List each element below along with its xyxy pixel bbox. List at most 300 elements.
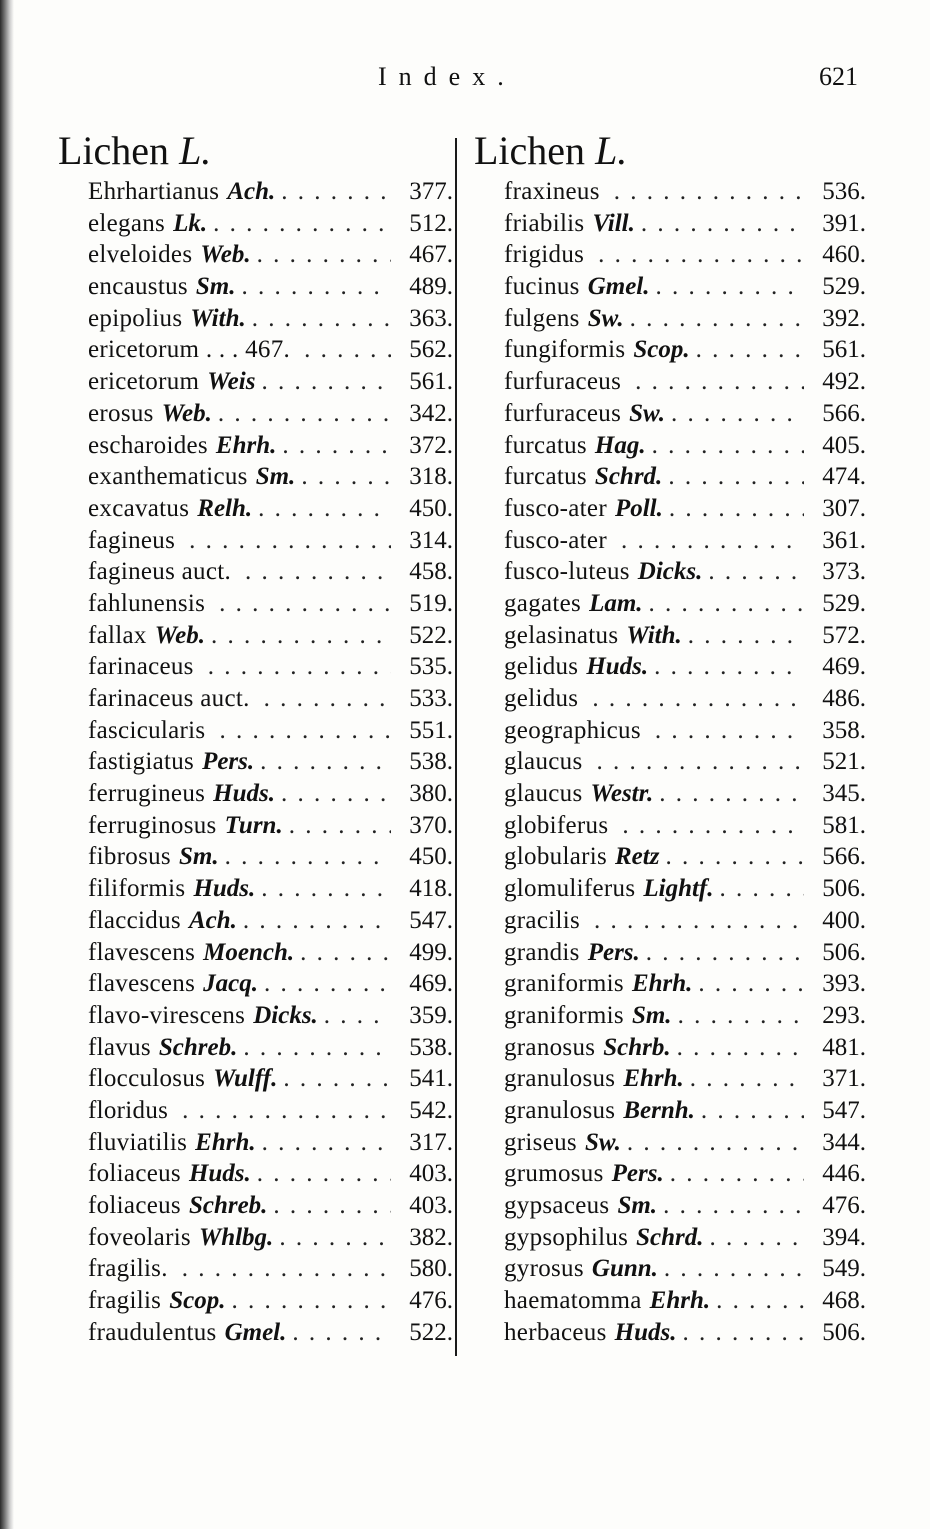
dot-leader <box>219 715 391 747</box>
entry-page-ref: 506. <box>822 938 866 966</box>
index-entry <box>474 1317 866 1349</box>
index-entry <box>474 1190 866 1222</box>
entry-authority: Jacq. <box>203 970 258 998</box>
dot-leader <box>257 239 391 271</box>
entry-species-name: griseus <box>504 1128 577 1156</box>
entry-species-name: glaucus <box>504 748 583 776</box>
entry-authority: Turn. <box>224 811 283 839</box>
index-entry <box>474 239 866 271</box>
entry-page-ref: 372. <box>409 431 453 459</box>
index-entry <box>474 810 866 842</box>
entry-authority: Ehrh. <box>195 1128 256 1156</box>
entry-page-ref: 342. <box>409 399 453 427</box>
entry-species-name: fragilis <box>88 1287 162 1315</box>
entry-species-name: furfuraceus <box>504 368 622 396</box>
entry-species-name: grumosus <box>504 1160 604 1188</box>
entry-species-name: furfuraceus <box>504 399 622 427</box>
entry-species-name: foliaceus <box>88 1192 181 1219</box>
entry-authority: Retz <box>615 843 660 871</box>
index-entry <box>474 461 866 493</box>
entry-species-name: fraxineus <box>504 178 600 205</box>
entry-page-ref: 363. <box>409 304 453 332</box>
dot-leader <box>208 651 391 683</box>
page-number: 621 <box>819 62 858 91</box>
dot-leader <box>211 620 391 652</box>
index-entry <box>474 1095 866 1127</box>
dot-leader <box>635 366 804 398</box>
index-entry <box>58 715 453 747</box>
entry-species-name: escharoides <box>88 431 208 459</box>
entry-page-ref: 377. <box>409 178 453 205</box>
entry-page-ref: 474. <box>822 463 866 491</box>
entry-page-ref: 393. <box>822 970 866 998</box>
entry-species-name: glaucus <box>504 780 583 808</box>
entry-page-ref: 561. <box>822 336 866 364</box>
entry-page-ref: 446. <box>822 1160 866 1188</box>
running-head <box>0 62 930 102</box>
entry-authority: Hag. <box>594 431 646 459</box>
dot-leader <box>710 1222 804 1254</box>
dot-leader <box>261 873 391 905</box>
dot-leader <box>182 1253 391 1285</box>
entry-page-ref: 371. <box>822 1065 866 1093</box>
entry-page-ref: 547. <box>822 1096 866 1124</box>
dot-leader <box>300 937 391 969</box>
index-entry <box>474 398 866 430</box>
index-entry <box>474 271 866 303</box>
entry-species-name: fastigiatus <box>88 748 195 776</box>
entry-page-ref: 512. <box>409 209 453 237</box>
entry-page-ref: 450. <box>409 494 453 522</box>
index-entry <box>58 968 453 1000</box>
entry-species-name: fusco-ater <box>504 494 607 522</box>
index-entry <box>474 905 866 937</box>
entry-species-name: elveloides <box>88 241 193 269</box>
entry-authority: Weis <box>207 368 256 396</box>
entry-species-name: gypsophilus <box>504 1223 629 1251</box>
entry-authority: Sm. <box>195 273 236 301</box>
entry-authority: Ach. <box>227 178 276 205</box>
dot-leader <box>245 556 391 588</box>
entry-authority: Sm. <box>178 843 219 871</box>
entry-species-name: flaccidus <box>88 906 181 934</box>
index-entry <box>474 430 866 462</box>
entry-authority: Huds. <box>213 780 275 808</box>
entry-authority: With. <box>190 304 246 332</box>
dot-leader <box>225 841 391 873</box>
dot-leader <box>656 271 805 303</box>
entry-species-name: fucinus <box>504 273 580 301</box>
dot-leader <box>289 810 391 842</box>
entry-species-name: fagineus <box>88 526 176 554</box>
entry-page-ref: 359. <box>409 1001 453 1029</box>
entry-page-ref: 489. <box>409 273 453 301</box>
entry-species-name: foveolaris <box>88 1223 191 1251</box>
entry-page-ref: 566. <box>822 399 866 427</box>
index-entry <box>58 1063 453 1095</box>
dot-leader <box>324 1000 391 1032</box>
entry-species-name: frigidus <box>504 241 585 269</box>
dot-leader <box>594 905 804 937</box>
entry-species-name: herbaceus <box>504 1318 607 1346</box>
dot-leader <box>627 1127 804 1159</box>
index-entry <box>58 493 453 525</box>
dot-leader <box>273 1190 391 1222</box>
dot-leader <box>682 1317 804 1349</box>
index-entry <box>58 239 453 271</box>
entry-page-ref: 403. <box>409 1192 453 1219</box>
index-entry <box>474 1222 866 1254</box>
entry-authority: Ehrh. <box>631 970 693 998</box>
genus-name: Lichen <box>58 128 170 173</box>
index-entry <box>474 778 866 810</box>
entry-authority: Lightf. <box>643 875 714 903</box>
entry-page-ref: 405. <box>822 431 866 459</box>
index-entry <box>58 810 453 842</box>
entry-page-ref: 481. <box>822 1033 866 1061</box>
entry-species-name: ferrugineus <box>88 780 206 808</box>
entry-species-name: friabilis <box>504 209 585 237</box>
entry-species-name: granulosus <box>504 1065 616 1093</box>
entry-page-ref: 394. <box>822 1223 866 1251</box>
dot-leader <box>670 1158 804 1190</box>
dot-leader <box>720 873 804 905</box>
dot-leader <box>264 968 391 1000</box>
index-entry <box>58 937 453 969</box>
index-entry <box>58 651 453 683</box>
entry-authority: Ach. <box>188 906 237 934</box>
entry-species-name: fulgens <box>504 304 580 332</box>
entry-authority: Sw. <box>629 399 666 427</box>
entry-species-name: granosus <box>504 1033 596 1061</box>
dot-leader <box>622 810 804 842</box>
entry-authority: Sm. <box>255 463 296 491</box>
dot-leader <box>592 683 804 715</box>
index-entry <box>474 651 866 683</box>
index-entry <box>474 1063 866 1095</box>
entry-authority: Web. <box>200 241 251 269</box>
index-entry <box>474 683 866 715</box>
entry-page-ref: 536. <box>822 178 866 205</box>
entry-authority: Dicks. <box>637 558 703 586</box>
entry-authority: Sm. <box>617 1192 658 1219</box>
entry-species-name: fragilis. <box>88 1255 168 1283</box>
entry-authority: Gmel. <box>224 1318 287 1346</box>
running-title: Index. <box>378 62 516 91</box>
dot-leader <box>690 1063 804 1095</box>
entry-species-name: flocculosus <box>88 1065 206 1093</box>
dot-leader <box>655 715 804 747</box>
entry-authority: Pers. <box>611 1160 664 1188</box>
dot-leader <box>677 1032 804 1064</box>
entry-species-name: gelidus <box>504 653 579 681</box>
dot-leader <box>260 746 391 778</box>
dot-leader <box>621 525 804 557</box>
index-entry <box>58 905 453 937</box>
dot-leader <box>678 1000 804 1032</box>
entry-species-name: geographicus <box>504 716 641 744</box>
entry-page-ref: 317. <box>409 1128 453 1156</box>
entry-authority: Schreb. <box>188 1192 268 1219</box>
dot-leader <box>213 208 391 240</box>
index-entry <box>58 461 453 493</box>
index-entry <box>58 778 453 810</box>
entry-species-name: haematomma <box>504 1287 642 1315</box>
entry-page-ref: 535. <box>409 653 453 681</box>
entry-species-name: farinaceus auct. <box>88 685 250 712</box>
index-entry <box>474 303 866 335</box>
index-entry <box>58 176 453 208</box>
entry-authority: Huds. <box>188 1160 251 1188</box>
entry-authority: Ehrh. <box>649 1287 711 1315</box>
entry-species-name: floridus <box>88 1096 169 1124</box>
dot-leader <box>218 398 391 430</box>
entry-page-ref: 344. <box>822 1128 866 1156</box>
dot-leader <box>688 620 804 652</box>
dot-leader <box>641 208 804 240</box>
dot-leader <box>716 1285 804 1317</box>
entry-page-ref: 542. <box>409 1096 453 1124</box>
entry-authority: Whlbg. <box>198 1223 274 1251</box>
dot-leader <box>646 937 804 969</box>
entry-species-name: gelidus <box>504 685 579 712</box>
dot-leader <box>219 588 391 620</box>
dot-leader <box>649 588 804 620</box>
index-entry <box>474 176 866 208</box>
entry-authority: Sw. <box>584 1128 621 1156</box>
left-column-heading <box>58 128 453 174</box>
entry-species-name: ericetorum . . . 467. <box>88 336 291 364</box>
dot-leader <box>182 1095 391 1127</box>
entry-species-name: granulosus <box>504 1096 616 1124</box>
entry-page-ref: 293. <box>822 1001 866 1029</box>
entry-species-name: gyrosus <box>504 1255 584 1283</box>
entry-species-name: flavus <box>88 1033 151 1061</box>
dot-leader <box>279 1222 391 1254</box>
index-entry <box>58 841 453 873</box>
entry-species-name: fahlunensis <box>88 589 206 617</box>
entry-page-ref: 318. <box>409 463 453 491</box>
entry-page-ref: 380. <box>409 780 453 808</box>
page-edge-shadow <box>0 0 14 1529</box>
index-entry <box>474 746 866 778</box>
entry-species-name: fraudulentus <box>88 1318 217 1346</box>
entry-page-ref: 476. <box>409 1287 453 1315</box>
dot-leader <box>598 239 804 271</box>
left-column <box>58 128 453 1348</box>
dot-leader <box>301 461 391 493</box>
entry-species-name: excavatus <box>88 494 190 522</box>
dot-leader <box>292 1317 391 1349</box>
entry-species-name: graniformis <box>504 1001 624 1029</box>
entry-authority: Bernh. <box>623 1096 695 1124</box>
dot-leader <box>630 303 804 335</box>
index-entry <box>58 1222 453 1254</box>
dot-leader <box>596 746 804 778</box>
index-entry <box>58 1000 453 1032</box>
entry-page-ref: 549. <box>822 1255 866 1283</box>
entry-page-ref: 458. <box>409 558 453 586</box>
entry-page-ref: 391. <box>822 209 866 237</box>
index-entry <box>58 1032 453 1064</box>
dot-leader <box>281 778 391 810</box>
entry-species-name: epipolius <box>88 304 183 332</box>
index-entry <box>474 525 866 557</box>
index-entry <box>58 1158 453 1190</box>
index-entry <box>58 873 453 905</box>
entry-page-ref: 521. <box>822 748 866 776</box>
index-entry <box>58 746 453 778</box>
dot-leader <box>231 1285 391 1317</box>
dot-leader <box>243 905 391 937</box>
index-entry <box>58 525 453 557</box>
entry-page-ref: 469. <box>822 653 866 681</box>
index-entry <box>58 334 453 366</box>
dot-leader <box>665 841 804 873</box>
entry-authority: Schrb. <box>603 1033 671 1061</box>
entry-species-name: fluviatilis <box>88 1128 188 1156</box>
dot-leader <box>698 968 804 1000</box>
entry-authority: Schreb. <box>158 1033 238 1061</box>
entry-species-name: farinaceus <box>88 653 194 681</box>
entry-species-name: gypsaceus <box>504 1192 610 1219</box>
right-column <box>474 128 869 1348</box>
entry-species-name: fusco-luteus <box>504 558 630 586</box>
entry-page-ref: 418. <box>409 875 453 903</box>
index-entry <box>474 620 866 652</box>
entry-authority: Web. <box>161 399 212 427</box>
index-entry <box>474 873 866 905</box>
dot-leader <box>252 303 391 335</box>
genus-author: L. <box>595 128 628 173</box>
dot-leader <box>282 430 391 462</box>
entry-species-name: ericetorum <box>88 368 200 396</box>
index-entry <box>58 556 453 588</box>
entry-authority: Huds. <box>614 1318 677 1346</box>
dot-leader <box>281 176 391 208</box>
index-entry <box>474 937 866 969</box>
entry-page-ref: 541. <box>409 1065 453 1093</box>
index-entry <box>58 588 453 620</box>
index-entry <box>474 366 866 398</box>
entry-page-ref: 392. <box>822 304 866 332</box>
entry-page-ref: 460. <box>822 241 866 269</box>
entry-page-ref: 506. <box>822 1318 866 1346</box>
entry-species-name: grandis <box>504 938 580 966</box>
dot-leader <box>659 778 804 810</box>
entry-species-name: ferruginosus <box>88 811 217 839</box>
entry-page-ref: 382. <box>409 1223 453 1251</box>
index-entry <box>474 1253 866 1285</box>
entry-page-ref: 529. <box>822 273 866 301</box>
dot-leader <box>701 1095 804 1127</box>
dot-leader <box>262 1127 391 1159</box>
entry-page-ref: 492. <box>822 368 866 396</box>
entry-species-name: elegans <box>88 209 166 237</box>
entry-page-ref: 547. <box>409 906 453 934</box>
entry-authority: Huds. <box>193 875 256 903</box>
entry-page-ref: 519. <box>409 589 453 617</box>
entry-species-name: fagineus auct. <box>88 558 232 586</box>
entry-species-name: furcatus <box>504 431 587 459</box>
entry-species-name: fascicularis <box>88 716 206 744</box>
index-entry <box>58 430 453 462</box>
entry-authority: Sm. <box>631 1001 672 1029</box>
entry-authority: Vill. <box>592 209 635 237</box>
entry-page-ref: 345. <box>822 780 866 808</box>
index-entry <box>474 334 866 366</box>
dot-leader <box>664 1253 804 1285</box>
entry-authority: Wulff. <box>213 1065 278 1093</box>
dot-leader <box>696 334 804 366</box>
entry-authority: Schrd. <box>636 1223 704 1251</box>
dot-leader <box>708 556 804 588</box>
dot-leader <box>258 493 391 525</box>
entry-species-name: encaustus <box>88 273 188 301</box>
entry-authority: Pers. <box>202 748 255 776</box>
entry-authority: Gunn. <box>591 1255 658 1283</box>
entry-page-ref: 551. <box>409 716 453 744</box>
entry-page-ref: 403. <box>409 1160 453 1188</box>
index-entry <box>474 588 866 620</box>
index-entry <box>58 1190 453 1222</box>
entry-species-name: globularis <box>504 843 607 871</box>
entry-species-name: Ehrhartianus <box>88 178 220 205</box>
entry-species-name: exanthematicus <box>88 463 248 491</box>
entry-authority: Scop. <box>633 336 690 364</box>
index-entry <box>58 366 453 398</box>
index-entry <box>58 620 453 652</box>
index-entry <box>474 1158 866 1190</box>
entry-species-name: filiformis <box>88 875 186 903</box>
dot-leader <box>668 461 804 493</box>
entry-authority: Pers. <box>587 938 640 966</box>
entry-page-ref: 307. <box>822 494 866 522</box>
entry-species-name: flavescens <box>88 970 196 998</box>
entry-page-ref: 529. <box>822 589 866 617</box>
dot-leader <box>671 398 804 430</box>
entry-species-name: furcatus <box>504 463 587 491</box>
entry-authority: Dicks. <box>253 1001 318 1029</box>
entry-page-ref: 468. <box>822 1287 866 1315</box>
dot-leader <box>652 430 804 462</box>
entry-species-name: fibrosus <box>88 843 171 871</box>
entry-page-ref: 486. <box>822 685 866 712</box>
dot-leader <box>257 1158 391 1190</box>
column-divider <box>455 138 457 1356</box>
entry-page-ref: 361. <box>822 526 866 554</box>
dot-leader <box>261 366 391 398</box>
dot-leader <box>264 683 391 715</box>
entry-page-ref: 533. <box>409 685 453 712</box>
entry-authority: Lk. <box>173 209 208 237</box>
entry-species-name: fungiformis <box>504 336 626 364</box>
index-entry <box>474 968 866 1000</box>
index-entry <box>474 841 866 873</box>
entry-page-ref: 499. <box>409 938 453 966</box>
entry-authority: Web. <box>154 621 205 649</box>
index-entry <box>58 1095 453 1127</box>
entry-species-name: flavescens <box>88 938 196 966</box>
genus-author: L. <box>179 128 212 173</box>
index-entry <box>58 271 453 303</box>
entry-authority: Lam. <box>589 589 643 617</box>
entry-authority: Ehrh. <box>623 1065 684 1093</box>
right-entry-list <box>474 176 869 1348</box>
dot-leader <box>614 176 804 208</box>
entry-page-ref: 561. <box>409 368 453 396</box>
right-column-heading <box>474 128 869 174</box>
